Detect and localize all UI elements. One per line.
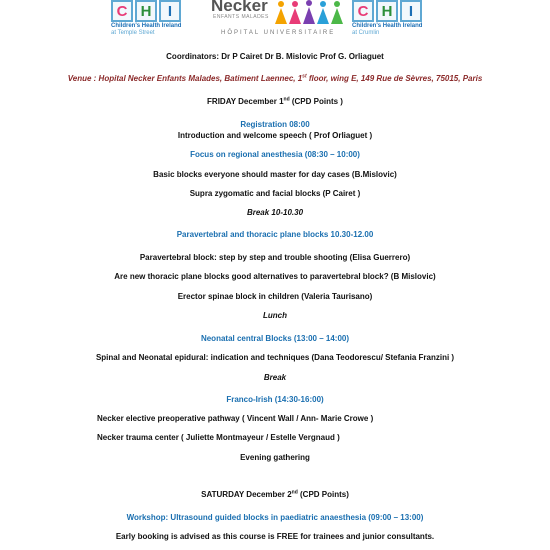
trauma-center-talk: Necker trauma center ( Juliette Montmayeur / Estelle Vergnaud ) [97, 433, 340, 442]
chi-left-line1: Children's Health Ireland [111, 23, 182, 29]
necker-hopital: HÔPITAL UNIVERSITAIRE [221, 30, 336, 36]
registration: Registration 08:00 [240, 120, 310, 129]
booking-note: Early booking is advised as this course is FREE for trainees and junior consultants. [115, 532, 435, 541]
chi-letter-i: I [159, 0, 181, 22]
workshop-title: Workshop: Ultrasound guided blocks in paediatric anaesthesia (09:00 – 13:00) [126, 513, 424, 522]
friday-sup: nd [283, 96, 290, 103]
necker-wordmark: Necker [211, 0, 268, 15]
saturday-heading [0, 490, 550, 500]
evening-gathering: Evening gathering [240, 453, 310, 462]
break-morning: Break 10-10.30 [246, 208, 304, 217]
supra-zygomatic-talk: Supra zygomatic and facial blocks (P Cairet ) [189, 189, 361, 198]
chi-letter-h: H [135, 0, 157, 22]
venue-after: floor, wing E, 149 Rue de Sèvres, 75015, Paris [306, 74, 483, 83]
chi-letters [111, 0, 181, 22]
chi-right-line1: Children's Health Ireland [352, 23, 423, 29]
break-afternoon: Break [263, 373, 287, 382]
friday-after: (CPD Points ) [289, 97, 343, 106]
focus-session-title: Focus on regional anesthesia (08:30 – 10:00) [190, 150, 360, 159]
chi-crumlin-logo [352, 0, 422, 40]
chi-letter-i: I [400, 0, 422, 22]
basic-blocks-talk: Basic blocks everyone should master for day cases (B.Mislovic) [153, 170, 397, 179]
chi-letters [352, 0, 422, 22]
chi-letter-c: C [111, 0, 133, 22]
necker-figures-icon [273, 0, 353, 26]
necker-logo [205, 0, 350, 40]
chi-letter-c: C [352, 0, 374, 22]
friday-before: FRIDAY December 1 [207, 97, 284, 106]
chi-letter-h: H [376, 0, 398, 22]
lunch-break: Lunch [263, 311, 287, 320]
coordinators: Coordinators: Dr P Cairet Dr B. Mislovic Prof G. Orliaguet [166, 52, 384, 61]
venue-sup: st [302, 73, 307, 80]
paravertebral-talk: Paravertebral block: step by step and trouble shooting (Elisa Guerrero) [139, 253, 411, 262]
saturday-before: SATURDAY December 2 [201, 490, 292, 499]
spinal-epidural-talk: Spinal and Neonatal epidural: indication and techniques (Dana Teodorescu/ Stefania Franzini ) [95, 353, 455, 362]
saturday-sup: nd [291, 489, 298, 496]
chi-right-line2: at Crumlin [352, 30, 380, 36]
erector-spinae-talk: Erector spinae block in children (Valeria Taurisano) [177, 292, 373, 301]
venue-before: Venue : Hopital Necker Enfants Malades, Batiment Laennec, 1 [67, 74, 303, 83]
saturday-after: (CPD Points) [297, 490, 349, 499]
chi-temple-street-logo [111, 0, 181, 40]
neonatal-session-title: Neonatal central Blocks (13:00 – 14:00) [200, 334, 350, 343]
chi-left-line2: at Temple Street [111, 30, 155, 36]
franco-irish-session-title: Franco-Irish (14:30-16:00) [226, 395, 324, 404]
paravertebral-session-title: Paravertebral and thoracic plane blocks 10.30-12.00 [176, 230, 374, 239]
elective-pathway-talk: Necker elective preoperative pathway ( Vincent Wall / Ann- Marie Crowe ) [97, 414, 374, 423]
thoracic-plane-talk: Are new thoracic plane blocks good alternatives to paravertebral block? (B Mislovic) [114, 272, 436, 281]
venue [0, 74, 550, 84]
intro-speech: Introduction and welcome speech ( Prof Orliaguet ) [177, 131, 373, 140]
necker-subtitle: ENFANTS MALADES [213, 14, 269, 20]
friday-heading [0, 97, 550, 107]
